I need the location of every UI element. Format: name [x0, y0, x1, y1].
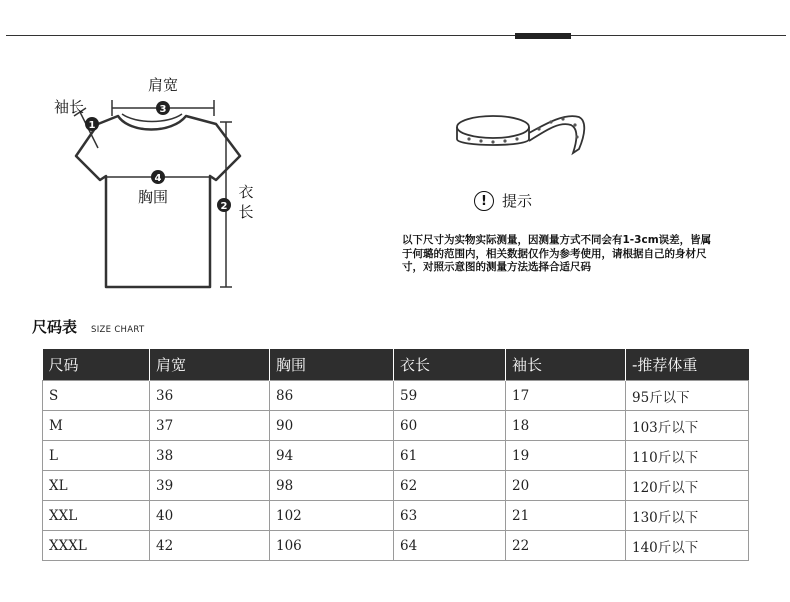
tape-measure-icon	[455, 105, 590, 165]
notice-title: 提示	[502, 192, 533, 210]
notice-text: 以下尺寸为实物实际测量，因测量方式不同会有1-3cm误差，皆属于何璐的范围内，相关数据仅作为参考使用，请根据自己的身材尺寸，对照示意图的测量方法选择合适尺码	[402, 234, 712, 273]
header-length: 衣长	[394, 349, 506, 381]
chest-label: 胸围	[138, 188, 169, 206]
cell-sleeve: 20	[506, 471, 626, 501]
table-row	[43, 381, 749, 411]
cell-chest: 106	[270, 531, 394, 561]
cell-size: S	[43, 381, 150, 411]
header-chest: 胸围	[270, 349, 394, 381]
notice-heading	[474, 190, 532, 211]
cell-chest: 102	[270, 501, 394, 531]
header-divider	[6, 35, 786, 36]
cell-size: M	[43, 411, 150, 441]
cell-size: XXXL	[43, 531, 150, 561]
cell-sleeve: 17	[506, 381, 626, 411]
table-row	[43, 531, 749, 561]
cell-size: L	[43, 441, 150, 471]
cell-chest: 90	[270, 411, 394, 441]
cell-weight: 140斤以下	[626, 531, 749, 561]
cell-length: 60	[394, 411, 506, 441]
cell-length: 63	[394, 501, 506, 531]
marker-4: 4	[154, 173, 162, 184]
cell-weight: 95斤以下	[626, 381, 749, 411]
tshirt-measurement-diagram	[40, 72, 270, 297]
table-row	[43, 441, 749, 471]
size-chart-subtitle: SIZE CHART	[91, 325, 145, 335]
header-weight: -推荐体重	[626, 349, 749, 381]
cell-size: XXL	[43, 501, 150, 531]
cell-chest: 86	[270, 381, 394, 411]
size-table-header-row	[43, 349, 749, 381]
marker-3: 3	[159, 104, 167, 115]
cell-weight: 130斤以下	[626, 501, 749, 531]
exclamation-circle-icon: !	[474, 191, 494, 211]
cell-shoulder: 37	[150, 411, 270, 441]
cell-chest: 94	[270, 441, 394, 471]
header-sleeve: 袖长	[506, 349, 626, 381]
shoulder-width-label: 肩宽	[148, 76, 179, 94]
header-size: 尺码	[43, 349, 150, 381]
marker-2: 2	[220, 201, 228, 212]
cell-weight: 120斤以下	[626, 471, 749, 501]
sleeve-length-label: 袖长	[54, 98, 85, 116]
cell-shoulder: 36	[150, 381, 270, 411]
table-row	[43, 501, 749, 531]
table-row	[43, 471, 749, 501]
header-shoulder: 肩宽	[150, 349, 270, 381]
cell-sleeve: 22	[506, 531, 626, 561]
cell-weight: 110斤以下	[626, 441, 749, 471]
cell-chest: 98	[270, 471, 394, 501]
cell-length: 59	[394, 381, 506, 411]
cell-length: 62	[394, 471, 506, 501]
cell-shoulder: 39	[150, 471, 270, 501]
marker-1: 1	[88, 120, 96, 131]
cell-shoulder: 42	[150, 531, 270, 561]
cell-weight: 103斤以下	[626, 411, 749, 441]
cell-sleeve: 18	[506, 411, 626, 441]
table-row	[43, 411, 749, 441]
size-table	[42, 349, 749, 561]
cell-shoulder: 38	[150, 441, 270, 471]
cell-size: XL	[43, 471, 150, 501]
size-chart-title: 尺码表	[32, 318, 78, 336]
header-divider-accent	[515, 33, 571, 39]
size-chart-heading	[32, 316, 144, 337]
cell-length: 64	[394, 531, 506, 561]
cell-sleeve: 21	[506, 501, 626, 531]
body-length-label: 衣长	[238, 183, 254, 221]
cell-length: 61	[394, 441, 506, 471]
cell-shoulder: 40	[150, 501, 270, 531]
cell-sleeve: 19	[506, 441, 626, 471]
